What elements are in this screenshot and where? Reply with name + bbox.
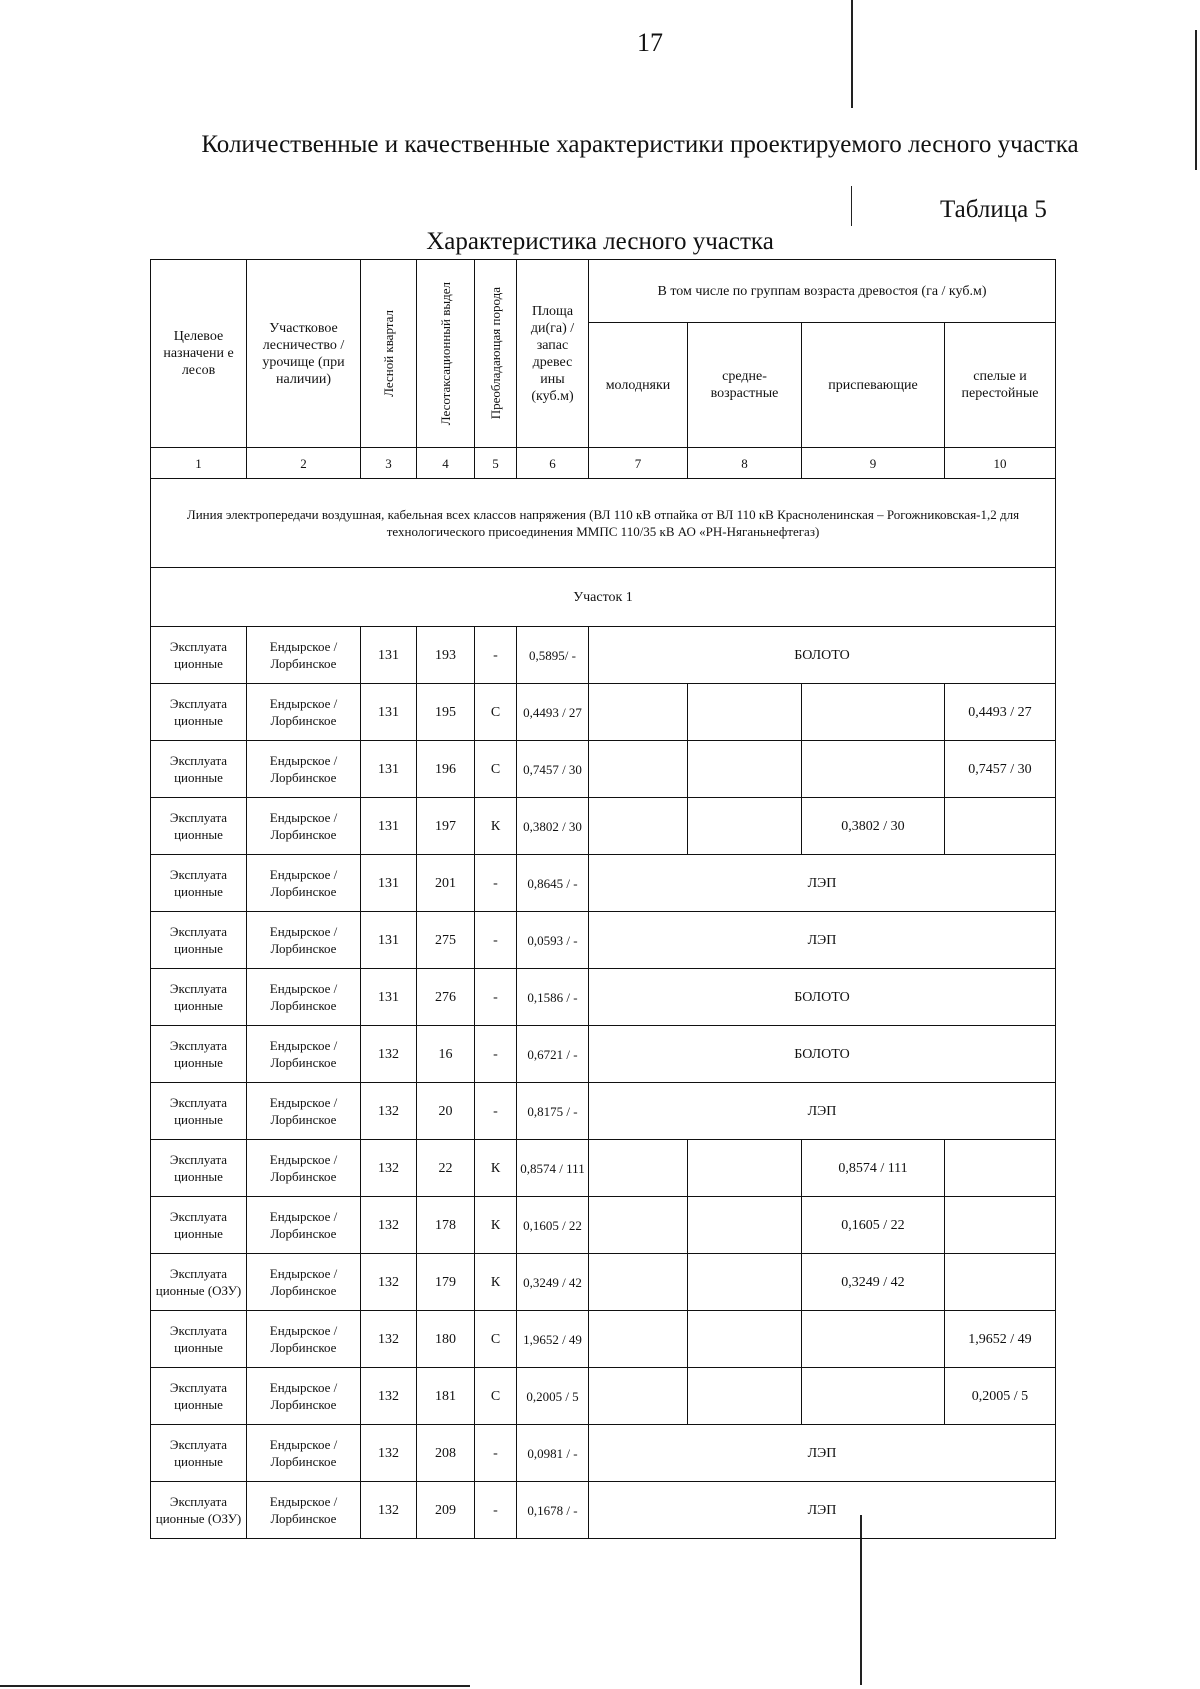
scan-border-line (851, 0, 853, 108)
forestry-cell: Ендырское / Лорбинское (247, 1311, 361, 1368)
young-cell (589, 1368, 688, 1425)
plot-row (151, 568, 1056, 627)
young-cell (589, 1254, 688, 1311)
purpose-cell: Эксплуата ционные (151, 684, 247, 741)
plot-number-cell: 16 (417, 1026, 475, 1083)
young-cell (589, 684, 688, 741)
land-type-cell: БОЛОТО (589, 627, 1056, 684)
middle-aged-cell (688, 1140, 802, 1197)
plot-number-cell: 209 (417, 1482, 475, 1539)
header-maturing: приспевающие (802, 323, 945, 448)
mature-cell: 1,9652 / 49 (945, 1311, 1056, 1368)
purpose-cell: Эксплуата ционные (151, 969, 247, 1026)
mature-cell: 0,2005 / 5 (945, 1368, 1056, 1425)
quarter-cell: 132 (361, 1026, 417, 1083)
header-area: Площа ди(га) / запас древес ины (куб.м) (517, 260, 589, 448)
land-type-cell: ЛЭП (589, 1083, 1056, 1140)
table-row (151, 1140, 1056, 1197)
table-label: Таблица 5 (940, 196, 1047, 223)
species-cell: К (475, 1254, 517, 1311)
column-number: 4 (417, 448, 475, 479)
table-row (151, 1083, 1056, 1140)
quarter-cell: 132 (361, 1083, 417, 1140)
quarter-cell: 131 (361, 969, 417, 1026)
species-cell: - (475, 1026, 517, 1083)
purpose-cell: Эксплуата ционные (151, 1083, 247, 1140)
species-cell: - (475, 912, 517, 969)
forestry-cell: Ендырское / Лорбинское (247, 1197, 361, 1254)
area-cell: 0,2005 / 5 (517, 1368, 589, 1425)
table-row (151, 969, 1056, 1026)
species-cell: - (475, 627, 517, 684)
mature-cell (945, 1140, 1056, 1197)
area-cell: 1,9652 / 49 (517, 1311, 589, 1368)
area-cell: 0,0981 / - (517, 1425, 589, 1482)
header-young: молодняки (589, 323, 688, 448)
plot-number-cell: 195 (417, 684, 475, 741)
young-cell (589, 1140, 688, 1197)
quarter-cell: 131 (361, 627, 417, 684)
header-species (475, 260, 517, 448)
column-number: 10 (945, 448, 1056, 479)
quarter-cell: 131 (361, 855, 417, 912)
young-cell (589, 1311, 688, 1368)
area-cell: 0,3249 / 42 (517, 1254, 589, 1311)
area-cell: 0,1586 / - (517, 969, 589, 1026)
plot-number-cell: 20 (417, 1083, 475, 1140)
species-cell: - (475, 1083, 517, 1140)
header-mature: спелые и перестойные (945, 323, 1056, 448)
maturing-cell (802, 1311, 945, 1368)
header-quarter-label: Лесной квартал (381, 310, 396, 397)
land-type-cell: ЛЭП (589, 855, 1056, 912)
middle-aged-cell (688, 741, 802, 798)
young-cell (589, 741, 688, 798)
species-cell: С (475, 1311, 517, 1368)
header-plot (417, 260, 475, 448)
table-row (151, 798, 1056, 855)
maturing-cell: 0,1605 / 22 (802, 1197, 945, 1254)
quarter-cell: 132 (361, 1311, 417, 1368)
purpose-cell: Эксплуата ционные (151, 1140, 247, 1197)
forestry-cell: Ендырское / Лорбинское (247, 1254, 361, 1311)
mature-cell (945, 798, 1056, 855)
species-cell: К (475, 798, 517, 855)
column-number: 9 (802, 448, 945, 479)
plot-number-cell: 181 (417, 1368, 475, 1425)
table-row (151, 627, 1056, 684)
table-row (151, 912, 1056, 969)
middle-aged-cell (688, 1368, 802, 1425)
middle-aged-cell (688, 798, 802, 855)
mature-cell (945, 1254, 1056, 1311)
middle-aged-cell (688, 1197, 802, 1254)
quarter-cell: 132 (361, 1140, 417, 1197)
land-type-cell: БОЛОТО (589, 969, 1056, 1026)
forestry-cell: Ендырское / Лорбинское (247, 627, 361, 684)
plot-number-cell: 276 (417, 969, 475, 1026)
quarter-cell: 131 (361, 741, 417, 798)
plot-number-cell: 208 (417, 1425, 475, 1482)
header-quarter (361, 260, 417, 448)
table-row (151, 1026, 1056, 1083)
land-type-cell: БОЛОТО (589, 1026, 1056, 1083)
species-cell: С (475, 684, 517, 741)
area-cell: 0,1605 / 22 (517, 1197, 589, 1254)
plot-number-cell: 197 (417, 798, 475, 855)
forestry-cell: Ендырское / Лорбинское (247, 1482, 361, 1539)
scan-border-line (0, 1685, 470, 1687)
column-number: 7 (589, 448, 688, 479)
area-cell: 0,5895/ - (517, 627, 589, 684)
purpose-cell: Эксплуата ционные (ОЗУ) (151, 1254, 247, 1311)
table-row (151, 741, 1056, 798)
table-row (151, 684, 1056, 741)
mature-cell: 0,4493 / 27 (945, 684, 1056, 741)
quarter-cell: 132 (361, 1254, 417, 1311)
purpose-cell: Эксплуата ционные (151, 855, 247, 912)
column-number: 5 (475, 448, 517, 479)
purpose-cell: Эксплуата ционные (151, 627, 247, 684)
forestry-cell: Ендырское / Лорбинское (247, 912, 361, 969)
purpose-cell: Эксплуата ционные (151, 912, 247, 969)
plot-number-cell: 179 (417, 1254, 475, 1311)
forestry-cell: Ендырское / Лорбинское (247, 1425, 361, 1482)
species-cell: - (475, 969, 517, 1026)
forestry-cell: Ендырское / Лорбинское (247, 1083, 361, 1140)
area-cell: 0,7457 / 30 (517, 741, 589, 798)
column-number: 6 (517, 448, 589, 479)
column-number: 3 (361, 448, 417, 479)
header-middle-aged: средне-возрастные (688, 323, 802, 448)
purpose-cell: Эксплуата ционные (151, 741, 247, 798)
plot-number-cell: 178 (417, 1197, 475, 1254)
mature-cell: 0,7457 / 30 (945, 741, 1056, 798)
land-type-cell: ЛЭП (589, 1425, 1056, 1482)
species-cell: К (475, 1140, 517, 1197)
table-row (151, 1197, 1056, 1254)
table-row (151, 855, 1056, 912)
maturing-cell (802, 684, 945, 741)
forestry-cell: Ендырское / Лорбинское (247, 969, 361, 1026)
species-cell: - (475, 855, 517, 912)
column-number: 8 (688, 448, 802, 479)
column-number: 2 (247, 448, 361, 479)
area-cell: 0,3802 / 30 (517, 798, 589, 855)
species-cell: К (475, 1197, 517, 1254)
header-age-group: В том числе по группам возраста древостоя (га / куб.м) (589, 260, 1056, 323)
species-cell: - (475, 1482, 517, 1539)
quarter-cell: 131 (361, 798, 417, 855)
young-cell (589, 798, 688, 855)
plot-number-cell: 275 (417, 912, 475, 969)
forestry-cell: Ендырское / Лорбинское (247, 798, 361, 855)
plot-label: Участок 1 (151, 568, 1056, 627)
purpose-cell: Эксплуата ционные (151, 798, 247, 855)
header-forestry: Участковое лесничество / урочище (при наличии) (247, 260, 361, 448)
purpose-cell: Эксплуата ционные (ОЗУ) (151, 1482, 247, 1539)
area-cell: 0,1678 / - (517, 1482, 589, 1539)
maturing-cell: 0,3802 / 30 (802, 798, 945, 855)
scan-border-line (860, 1515, 862, 1685)
scan-border-line (1195, 30, 1197, 170)
maturing-cell (802, 1368, 945, 1425)
plot-number-cell: 193 (417, 627, 475, 684)
species-cell: С (475, 1368, 517, 1425)
forestry-cell: Ендырское / Лорбинское (247, 1368, 361, 1425)
land-type-cell: ЛЭП (589, 912, 1056, 969)
area-cell: 0,8175 / - (517, 1083, 589, 1140)
area-cell: 0,8645 / - (517, 855, 589, 912)
area-cell: 0,0593 / - (517, 912, 589, 969)
purpose-cell: Эксплуата ционные (151, 1311, 247, 1368)
area-cell: 0,4493 / 27 (517, 684, 589, 741)
column-number-row (151, 448, 1056, 479)
middle-aged-cell (688, 1254, 802, 1311)
table-row (151, 1368, 1056, 1425)
column-number: 1 (151, 448, 247, 479)
page-title: Количественные и качественные характеристики проектируемого лесного участка (201, 131, 1079, 158)
land-type-cell: ЛЭП (589, 1482, 1056, 1539)
forestry-cell: Ендырское / Лорбинское (247, 855, 361, 912)
quarter-cell: 131 (361, 684, 417, 741)
quarter-cell: 132 (361, 1425, 417, 1482)
maturing-cell (802, 741, 945, 798)
species-cell: С (475, 741, 517, 798)
plot-number-cell: 196 (417, 741, 475, 798)
header-plot-label: Лесотаксационный выдел (438, 281, 453, 426)
purpose-cell: Эксплуата ционные (151, 1368, 247, 1425)
purpose-cell: Эксплуата ционные (151, 1425, 247, 1482)
forestry-cell: Ендырское / Лорбинское (247, 1026, 361, 1083)
table-row (151, 1254, 1056, 1311)
forestry-cell: Ендырское / Лорбинское (247, 684, 361, 741)
forest-characteristics-table (150, 259, 1056, 1539)
table-row (151, 1311, 1056, 1368)
middle-aged-cell (688, 1311, 802, 1368)
quarter-cell: 132 (361, 1368, 417, 1425)
table-caption: Характеристика лесного участка (426, 228, 774, 255)
area-cell: 0,6721 / - (517, 1026, 589, 1083)
middle-aged-cell (688, 684, 802, 741)
quarter-cell: 132 (361, 1482, 417, 1539)
table-row (151, 1425, 1056, 1482)
species-cell: - (475, 1425, 517, 1482)
mature-cell (945, 1197, 1056, 1254)
scan-border-line (851, 186, 852, 226)
description-row (151, 479, 1056, 568)
table-row (151, 1482, 1056, 1539)
area-cell: 0,8574 / 111 (517, 1140, 589, 1197)
plot-number-cell: 180 (417, 1311, 475, 1368)
quarter-cell: 132 (361, 1197, 417, 1254)
maturing-cell: 0,3249 / 42 (802, 1254, 945, 1311)
young-cell (589, 1197, 688, 1254)
page-number: 17 (637, 28, 663, 57)
purpose-cell: Эксплуата ционные (151, 1197, 247, 1254)
plot-number-cell: 201 (417, 855, 475, 912)
forestry-cell: Ендырское / Лорбинское (247, 741, 361, 798)
quarter-cell: 131 (361, 912, 417, 969)
maturing-cell: 0,8574 / 111 (802, 1140, 945, 1197)
header-species-label: Преобладающая порода (488, 287, 503, 420)
plot-number-cell: 22 (417, 1140, 475, 1197)
forestry-cell: Ендырское / Лорбинское (247, 1140, 361, 1197)
header-purpose: Целевое назначени е лесов (151, 260, 247, 448)
purpose-cell: Эксплуата ционные (151, 1026, 247, 1083)
power-line-description: Линия электропередачи воздушная, кабельная всех классов напряжения (ВЛ 110 кВ отпайка от ВЛ 110 кВ Красноленинская – Рогожниковская-1,2 для технологического присоединения ММПС 110/35 кВ АО «РН-Няганьнефтегаз) (151, 479, 1056, 568)
